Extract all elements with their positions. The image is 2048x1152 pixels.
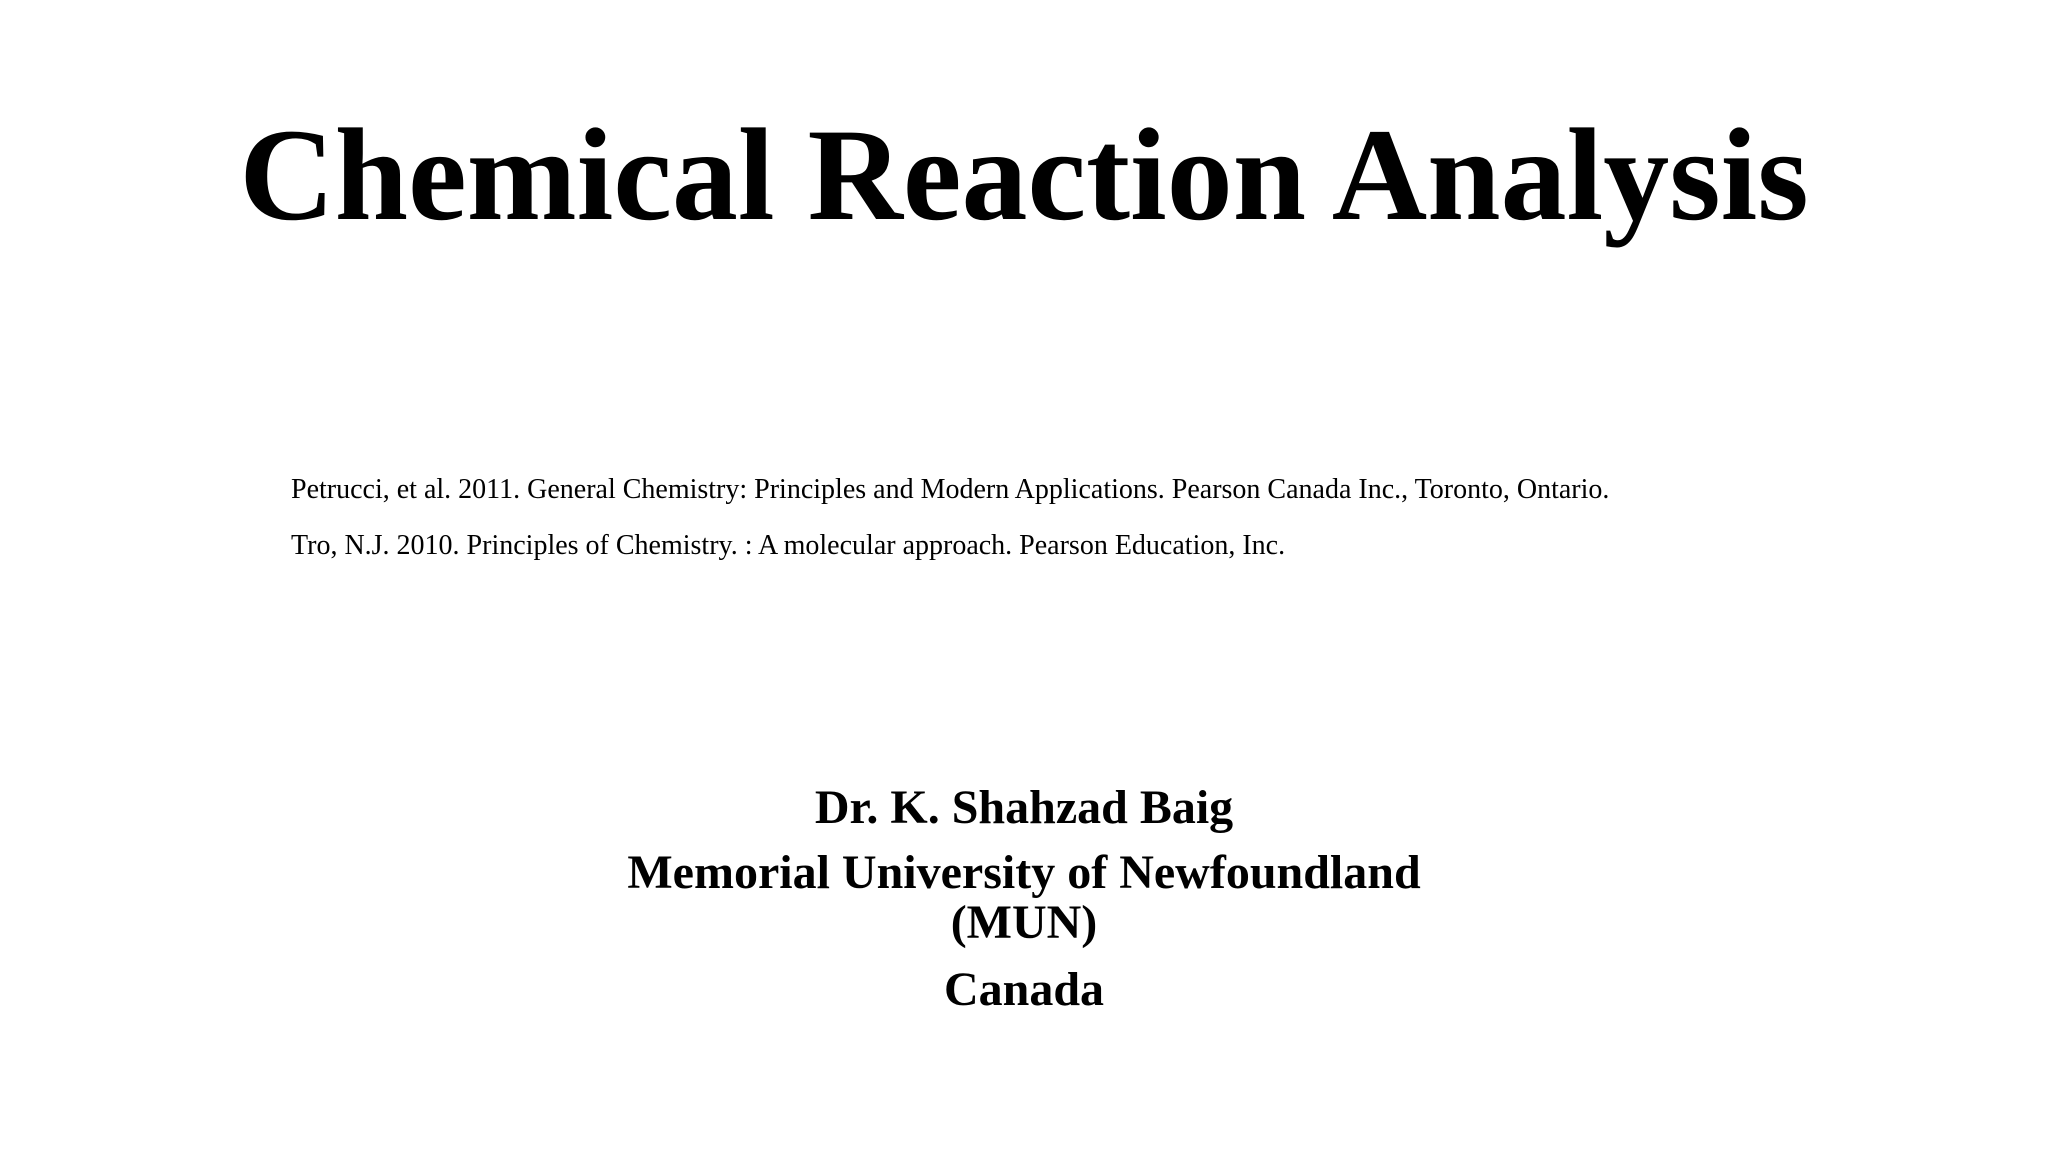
references-list [291,462,1991,574]
author-country: Canada [943,963,1105,1016]
slide-title: Chemical Reaction Analysis [239,101,1809,248]
author-affiliation: Memorial University of Newfoundland (MUN) [627,846,1421,949]
reference-item: Tro, N.J. 2010. Principles of Chemistry. : A molecular approach. Pearson Education, Inc. [291,530,1286,561]
author-block [0,780,2048,1018]
author-name: Dr. K. Shahzad Baig [814,781,1234,834]
reference-item: Petrucci, et al. 2011. General Chemistry: Principles and Modern Applications. Pearson Canada Inc., Toronto, Ontario. [291,474,1610,505]
